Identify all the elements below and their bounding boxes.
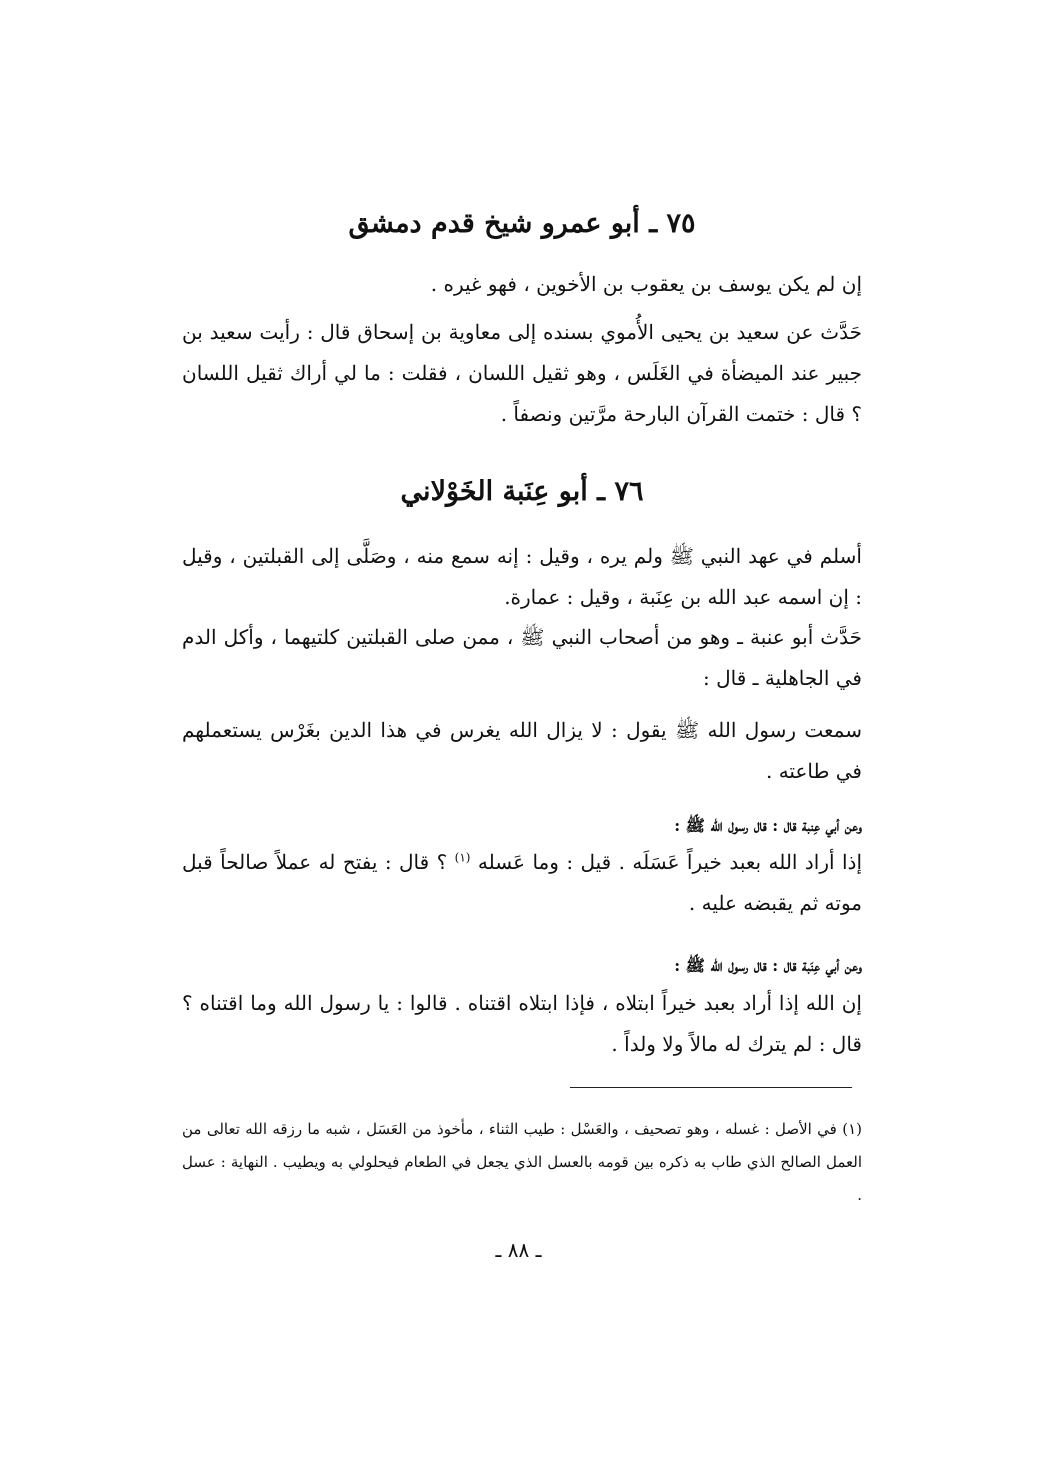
hadith-1-text [182, 842, 862, 924]
hadith-1-intro: وعن أبي عِنبة قال : قال رسول الله ﷺ : [674, 816, 862, 835]
hadith-2-text: إن الله إذا أراد بعبد خيراً ابتلاه ، فإذا ابتلاه اقتناه . قالوا : يا رسول الله وما اقتناه ؟ قال : لم يترك له مالاً ولا ولداً . [182, 991, 862, 1056]
footnote-divider [570, 1087, 852, 1088]
footnote-text: (١) في الأصل : غسله ، وهو تصحيف ، والعَسْل : طيب الثناء ، مأخوذ من العَسَل ، شبه ما رزقه الله تعالى من العمل الصالح الذي طاب به ذكره بين قومه بالعسل الذي يجعل في الطعام فيحلولي به ويطيب . النهاية : عسل . [182, 1120, 862, 1204]
section-76-title: ٧٦ ـ أبو عِنَبة الخَوْلاني [400, 476, 644, 507]
section-76-paragraph-1: أسلم في عهد النبي ﷺ ولم يره ، وقيل : إنه سمع منه ، وصَلَّى إلى القبلتين ، وقيل : إن اسمه عبد الله بن عِنَبة ، وقيل : عمارة. [182, 544, 862, 609]
section-76-paragraph-3: سمعت رسول الله ﷺ يقول : لا يزال الله يغرس في هذا الدين بغَرْس يستعملهم في طاعته . [182, 718, 862, 783]
page-number: ـ ٨٨ ـ [495, 1238, 542, 1262]
hadith-1-text-a: إذا أراد الله بعبد خيراً عَسَلَه . قيل : وما عَسله [477, 850, 863, 874]
section-76-paragraph-2: حَدَّث أبو عنبة ـ وهو من أصحاب النبي ﷺ ، ممن صلى القبلتين كلتيهما ، وأكل الدم في الجاهلية ـ قال : [182, 625, 862, 690]
section-75-paragraph-1: إن لم يكن يوسف بن يعقوب بن الأخوين ، فهو غيره . [430, 272, 862, 296]
section-75-paragraph-2: حَدَّث عن سعيد بن يحيى الأُموي بسنده إلى معاوية بن إسحاق قال : رأيت سعيد بن جبير عند الميضأة في الغَلَس ، وهو ثقيل اللسان ، فقلت : ما لي أراك ثقيل اللسان ؟ قال : ختمت القرآن البارحة مرَّتين ونصفاً . [182, 320, 862, 426]
hadith-2-intro: وعن أبي عِنَبة قال : قال رسول الله ﷺ : [674, 956, 862, 975]
hadith-1-text-b: ؟ قال : يفتح له عملاً صالحاً قبل موته ثم يقبضه عليه . [182, 850, 862, 915]
footnote-marker: (١) [454, 850, 471, 865]
section-75-title: ٧٥ ـ أبو عمرو شيخ قدم دمشق [348, 208, 696, 239]
